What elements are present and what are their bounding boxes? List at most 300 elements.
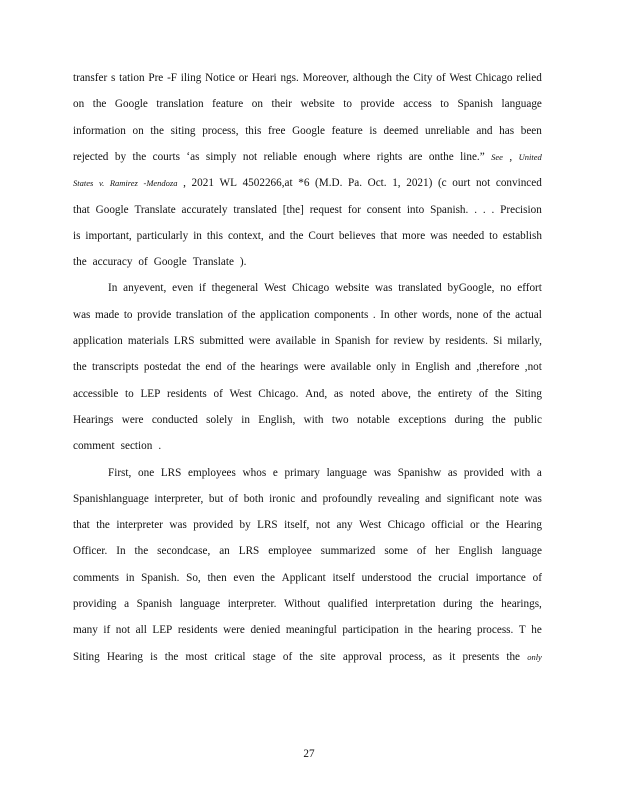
word: process,	[202, 124, 239, 137]
word: In	[108, 282, 118, 295]
word: with	[510, 466, 531, 479]
word: Chicago.	[258, 387, 299, 400]
word: all	[135, 624, 147, 637]
word: of	[228, 492, 239, 505]
word: section	[120, 440, 153, 453]
word: and	[425, 492, 442, 505]
word: is	[369, 124, 377, 137]
word: primary	[284, 466, 320, 479]
text-line	[73, 150, 542, 164]
word: the	[150, 124, 164, 137]
text-line	[73, 229, 542, 243]
word: (M.D.	[315, 177, 343, 190]
word: conducted	[151, 413, 198, 426]
word: -Mendoza	[143, 178, 178, 189]
word: Hearings	[73, 413, 114, 426]
word: although	[352, 72, 392, 84]
word: the	[92, 98, 107, 111]
word: the	[241, 361, 256, 374]
text-line	[73, 97, 542, 111]
word: even	[233, 571, 255, 584]
word: to	[125, 387, 134, 400]
word: [the]	[282, 203, 304, 216]
word: her	[435, 545, 450, 558]
word: or	[469, 519, 480, 532]
word: particularly	[136, 229, 189, 242]
word: accuracy	[92, 256, 133, 269]
word: approval	[342, 650, 382, 663]
word: significant	[446, 492, 495, 505]
word: Moreover,	[302, 72, 350, 84]
word: English	[415, 361, 450, 374]
word: actual	[515, 308, 542, 321]
word: was	[430, 229, 448, 242]
word: Court	[308, 229, 334, 242]
word: hearings,	[501, 598, 542, 610]
word: or	[238, 72, 249, 84]
word: Translate	[134, 203, 176, 216]
word: thegeneral	[211, 282, 259, 295]
word: not	[242, 150, 258, 163]
word: Google	[95, 203, 129, 216]
word: the	[132, 150, 147, 163]
word: by	[429, 335, 441, 347]
word: West	[264, 282, 287, 295]
word: one	[138, 466, 155, 479]
word: providing	[73, 598, 117, 610]
word: public	[514, 413, 542, 426]
text-line	[73, 413, 542, 427]
word: application	[259, 308, 310, 321]
word: interpreter	[116, 519, 163, 532]
word: were	[223, 624, 245, 637]
word: e	[272, 466, 278, 479]
word: end	[205, 361, 222, 374]
word: Google	[153, 256, 187, 269]
word: if	[103, 624, 111, 637]
word: note	[499, 492, 519, 505]
word: enough	[303, 150, 337, 163]
word: as	[432, 650, 442, 663]
word: their	[271, 98, 292, 111]
word: Google	[292, 124, 326, 137]
word: establish	[502, 229, 542, 242]
word: the	[506, 650, 521, 663]
word: to	[440, 98, 449, 111]
word: in	[321, 335, 330, 347]
word: language	[326, 466, 367, 479]
word: and	[454, 361, 472, 374]
word: Pa.	[348, 177, 362, 190]
word: entirety	[437, 387, 473, 400]
word: milarly,	[507, 335, 542, 347]
word: was	[524, 492, 542, 505]
word: was	[373, 466, 392, 479]
word: Translate	[192, 256, 234, 269]
word: LRS	[257, 519, 278, 532]
word: website	[300, 98, 335, 111]
word: 2021	[191, 177, 214, 190]
word: denied	[250, 624, 281, 637]
word: notable	[356, 413, 390, 426]
word: words,	[421, 308, 452, 321]
word: a	[536, 466, 542, 479]
text-line	[108, 281, 542, 295]
word: the	[492, 413, 506, 426]
word: were	[248, 335, 271, 347]
word: deemed	[383, 124, 419, 137]
word: unreliable	[424, 124, 470, 137]
word: has	[499, 124, 515, 137]
word: any	[336, 519, 353, 532]
word: West	[449, 72, 472, 84]
word: rights	[376, 150, 403, 163]
word: Siting	[515, 387, 542, 400]
word: importance	[475, 571, 526, 584]
word: the	[494, 387, 509, 400]
word: participation	[342, 624, 399, 637]
word: in	[125, 571, 135, 584]
word: of	[226, 361, 237, 374]
word: request	[309, 203, 343, 216]
word: .	[158, 440, 162, 453]
word: two	[331, 413, 349, 426]
word: in	[193, 229, 202, 242]
word: Hearing	[505, 519, 542, 532]
word: the	[289, 229, 304, 242]
word: v.	[98, 178, 105, 189]
word: that	[380, 229, 398, 242]
word: Chicago	[475, 72, 513, 84]
word: hearing	[437, 624, 472, 637]
text-line	[73, 439, 542, 453]
word: revealing	[377, 492, 420, 505]
word: Google	[114, 98, 148, 111]
word: Spanishlanguage	[73, 492, 149, 505]
word: made	[95, 308, 120, 321]
text-line	[73, 360, 542, 374]
word: residents	[177, 624, 218, 637]
word: onthe	[428, 150, 454, 163]
word: by	[239, 519, 251, 532]
word: even	[172, 282, 194, 295]
word: and	[268, 229, 285, 242]
word: on	[132, 124, 144, 137]
word: interpreter.	[227, 598, 277, 610]
word: been	[520, 124, 542, 137]
word: relied	[516, 72, 542, 84]
word: of	[282, 650, 293, 663]
word: stage	[252, 650, 276, 663]
word: were	[303, 361, 326, 374]
word: Si	[493, 335, 503, 347]
word: on	[73, 98, 85, 111]
word: exceptions	[398, 413, 447, 426]
word: LEP	[152, 624, 173, 637]
word: transcripts	[91, 361, 139, 374]
word: Precision	[500, 203, 542, 216]
text-line	[73, 124, 542, 138]
word: if	[199, 282, 206, 295]
word: in	[241, 413, 250, 426]
word: it	[449, 650, 456, 663]
word: an	[219, 545, 230, 558]
word: free	[268, 124, 286, 137]
word: Siting	[73, 650, 100, 663]
word: byGoogle,	[447, 282, 495, 295]
word: Heari	[251, 72, 277, 84]
word: anyevent,	[123, 282, 167, 295]
word: that	[73, 519, 90, 532]
word: context,	[227, 229, 264, 242]
word: interpretation	[375, 598, 436, 610]
word: language	[501, 98, 542, 111]
word: -F	[167, 72, 178, 84]
text-line	[73, 492, 542, 506]
word: website	[335, 282, 370, 295]
word: itself,	[284, 519, 310, 532]
word: of	[478, 387, 489, 400]
word: only	[527, 651, 542, 662]
word: Spanish.	[141, 571, 180, 584]
word: siting	[170, 124, 196, 137]
word: official	[431, 519, 464, 532]
word: then	[207, 571, 227, 584]
word: as	[333, 387, 344, 400]
text-line	[73, 176, 542, 190]
word: the	[418, 571, 432, 584]
word: both	[243, 492, 264, 505]
word: accessible	[73, 387, 119, 400]
word: above,	[381, 387, 411, 400]
word: comment	[73, 440, 115, 453]
word: some	[384, 545, 408, 558]
word: qualified	[327, 598, 368, 610]
word: on	[251, 98, 263, 111]
word: LEP	[140, 387, 161, 400]
word: accurately	[181, 203, 228, 216]
word: for	[347, 203, 361, 216]
word: the	[164, 650, 179, 663]
word: s	[110, 72, 116, 84]
word: line.”	[460, 150, 485, 163]
word: the	[261, 571, 275, 584]
word: See	[491, 151, 503, 162]
word: Spanish	[457, 98, 493, 111]
word: transfer	[73, 72, 108, 84]
word: where	[342, 150, 371, 163]
word: West	[229, 387, 252, 400]
word: Oct.	[367, 177, 387, 190]
word: application	[73, 335, 123, 347]
word: 1,	[392, 177, 401, 190]
word: of	[482, 308, 493, 321]
word: West	[359, 519, 382, 532]
word: convinced	[495, 177, 542, 190]
word: feature	[331, 124, 363, 137]
word: Pre	[148, 72, 164, 84]
text-line	[73, 623, 542, 637]
word: the	[73, 256, 87, 269]
word: the	[496, 308, 511, 321]
word: other	[394, 308, 418, 321]
word: most	[185, 650, 208, 663]
word: in	[404, 624, 414, 637]
word: ,	[183, 177, 186, 190]
word: by	[114, 150, 127, 163]
word: the	[186, 361, 201, 374]
word: Chicago	[387, 519, 425, 532]
text-line	[73, 334, 542, 348]
word: ,	[509, 150, 513, 163]
text-line	[73, 571, 542, 585]
word: not	[475, 177, 491, 190]
word: feature	[212, 98, 244, 111]
word: the	[241, 308, 256, 321]
word: the	[299, 650, 313, 663]
word: Hearing	[106, 650, 143, 663]
word: process,	[389, 650, 426, 663]
word: he	[531, 624, 542, 637]
word: ,therefore	[476, 361, 520, 374]
text-line	[73, 308, 542, 322]
word: simply	[205, 150, 237, 163]
word: information	[73, 124, 126, 137]
word: itself	[332, 571, 355, 584]
word: believes	[338, 229, 376, 242]
word: the	[417, 387, 432, 400]
text-line	[73, 650, 542, 664]
word: Officer.	[73, 545, 108, 558]
word: In	[380, 308, 390, 321]
word: .	[372, 308, 376, 321]
word: provided	[193, 519, 234, 532]
word: Ramirez	[109, 178, 138, 189]
word: English,	[258, 413, 296, 426]
word: and	[476, 124, 493, 137]
word: the	[479, 598, 494, 610]
text-line	[108, 466, 542, 480]
word: tation	[119, 72, 145, 84]
word: .	[474, 203, 477, 216]
word: translated	[233, 203, 277, 216]
word: the	[485, 519, 500, 532]
word: employee	[268, 545, 312, 558]
word: of	[416, 545, 427, 558]
word: available	[275, 335, 316, 347]
word: Chicago	[291, 282, 330, 295]
word: with	[303, 413, 324, 426]
word: provide	[137, 308, 172, 321]
word: translation	[175, 308, 224, 321]
word: ourt	[452, 177, 471, 190]
word: Spanishw	[397, 466, 442, 479]
word: 4502266,at	[242, 177, 293, 190]
word: access	[403, 98, 432, 111]
word: ngs.	[280, 72, 299, 84]
word: (c	[437, 177, 447, 190]
word: to	[123, 308, 133, 321]
word: and	[300, 492, 317, 505]
word: important,	[85, 229, 132, 242]
word: was	[73, 308, 91, 321]
word: in	[401, 361, 411, 374]
word: United	[518, 151, 542, 162]
word: into	[406, 203, 425, 216]
word: submitted	[199, 335, 244, 347]
word: crucial	[438, 571, 469, 584]
text-line	[73, 597, 542, 611]
word: materials	[127, 335, 169, 347]
word: that	[73, 203, 90, 216]
word: reliable	[263, 150, 298, 163]
word: effort	[517, 282, 542, 295]
word: secondcase,	[157, 545, 211, 558]
word: .	[491, 203, 495, 216]
word: T	[518, 624, 526, 637]
text-line	[73, 518, 542, 532]
word: during	[454, 413, 484, 426]
word: ‘as	[186, 150, 200, 163]
word: many	[73, 624, 98, 637]
word: Spanish	[136, 598, 173, 610]
word: language	[501, 545, 542, 558]
word: LRS	[160, 466, 182, 479]
word: .	[482, 203, 486, 216]
word: ,not	[524, 361, 542, 374]
word: residents.	[445, 335, 488, 347]
word: 2021)	[406, 177, 433, 190]
word: of	[227, 308, 238, 321]
word: language	[179, 598, 221, 610]
word: as	[447, 466, 458, 479]
word: courts	[152, 150, 180, 163]
text-line	[73, 387, 542, 401]
word: LRS	[238, 545, 260, 558]
word: rejected	[73, 150, 109, 163]
word: more	[402, 229, 426, 242]
word: the	[96, 519, 110, 532]
word: LRS	[173, 335, 195, 347]
word: First,	[108, 466, 132, 479]
word: review	[393, 335, 425, 347]
word: needed	[452, 229, 485, 242]
word: Without	[284, 598, 321, 610]
word: provided	[463, 466, 504, 479]
word: English	[458, 545, 493, 558]
word: the	[134, 545, 149, 558]
word: not	[315, 519, 331, 532]
word: Applicant	[281, 571, 326, 584]
word: no	[500, 282, 512, 295]
word: provide	[360, 98, 395, 111]
word: are	[408, 150, 423, 163]
word: components	[314, 308, 369, 321]
word: noted	[349, 387, 375, 400]
word: site	[320, 650, 336, 663]
word: this	[245, 124, 262, 137]
word: Spanish.	[430, 203, 469, 216]
word: Spanish	[334, 335, 371, 347]
word: the	[73, 361, 87, 374]
word: solely	[206, 413, 233, 426]
word: presents	[462, 650, 500, 663]
word: consent	[366, 203, 401, 216]
word: the	[395, 72, 410, 84]
word: to	[343, 98, 352, 111]
word: none	[456, 308, 479, 321]
word: understood	[361, 571, 412, 584]
